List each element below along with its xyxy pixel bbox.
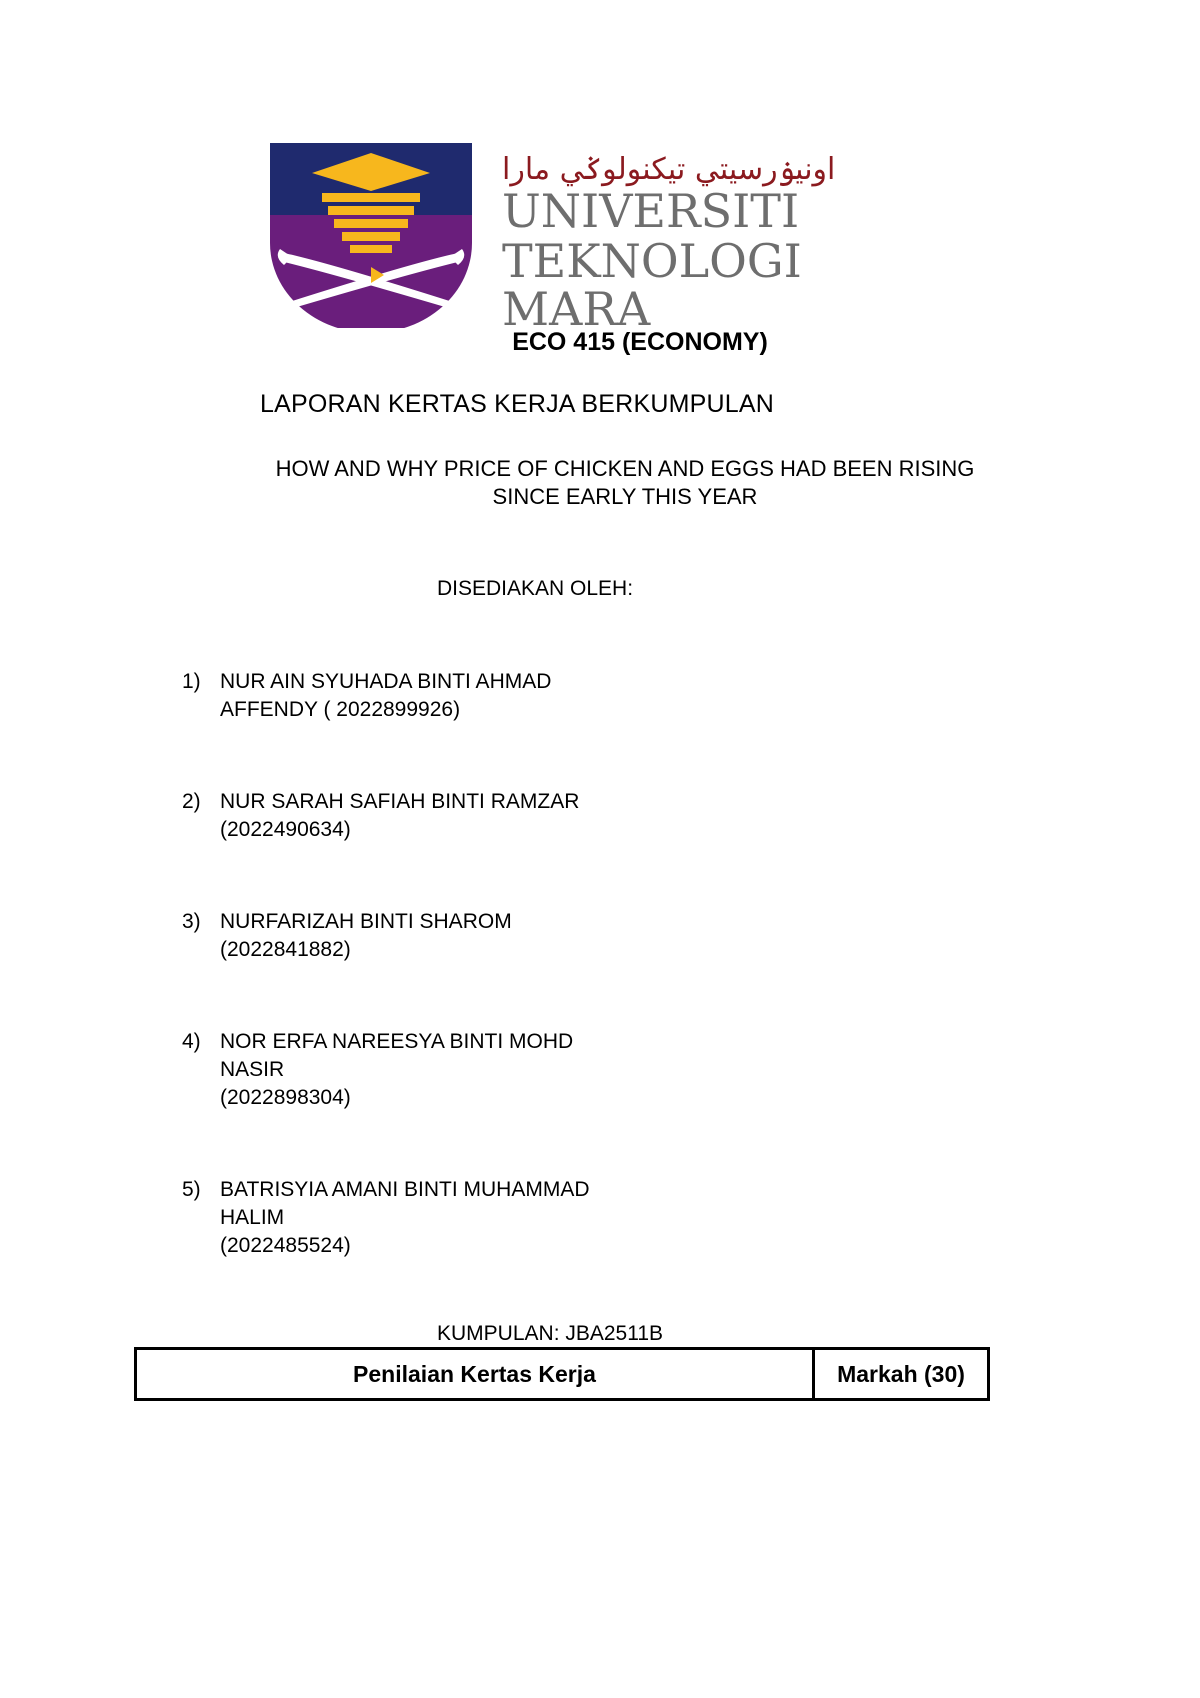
logo-wordmark-line1: UNIVERSITI xyxy=(502,184,800,238)
member-number: 2) xyxy=(182,790,201,813)
report-title: LAPORAN KERTAS KERJA BERKUMPULAN xyxy=(260,390,774,418)
logo-wordmark-line2: TEKNOLOGI xyxy=(502,234,802,288)
uitm-emblem xyxy=(270,143,472,328)
course-title: ECO 415 (ECONOMY) xyxy=(512,328,768,356)
member-name-line: NUR SARAH SAFIAH BINTI RAMZAR xyxy=(220,790,580,813)
university-logo xyxy=(270,143,880,328)
report-topic-line2: SINCE EARLY THIS YEAR xyxy=(492,484,758,509)
logo-wordmark-line3: MARA xyxy=(502,282,651,328)
member-id-line: (2022485524) xyxy=(220,1234,351,1257)
member-name-line: NURFARIZAH BINTI SHAROM xyxy=(220,910,512,933)
group-label: KUMPULAN: JBA2511B xyxy=(437,1322,664,1345)
logo-jawi-text: اونيۏرسيتي تيكنولوݢي مارا xyxy=(502,152,836,187)
member-name-line: NASIR xyxy=(220,1058,285,1081)
member-details xyxy=(220,908,720,964)
member-name-line: BATRISYIA AMANI BINTI MUHAMMAD xyxy=(220,1178,590,1201)
report-topic xyxy=(200,455,1050,511)
member-number: 3) xyxy=(182,910,201,933)
evaluation-header-cell: Penilaian Kertas Kerja xyxy=(136,1349,814,1400)
marks-header-cell: Markah (30) xyxy=(814,1349,989,1400)
member-name-line: HALIM xyxy=(220,1206,285,1229)
member-name-line: NOR ERFA NAREESYA BINTI MOHD xyxy=(220,1030,574,1053)
member-number: 1) xyxy=(182,670,201,693)
member-name-line: AFFENDY ( 2022899926) xyxy=(220,698,461,721)
evaluation-table xyxy=(134,1347,990,1401)
member-name-line: NUR AIN SYUHADA BINTI AHMAD xyxy=(220,670,552,693)
member-number: 5) xyxy=(182,1178,201,1201)
member-details xyxy=(220,788,720,844)
member-details xyxy=(220,1028,720,1112)
member-details xyxy=(220,668,720,724)
member-number: 4) xyxy=(182,1030,201,1053)
member-id-line: (2022490634) xyxy=(220,818,351,841)
prepared-by-label: DISEDIAKAN OLEH: xyxy=(437,577,634,600)
member-details xyxy=(220,1176,720,1260)
evaluation-table-row xyxy=(136,1349,989,1400)
member-id-line: (2022841882) xyxy=(220,938,351,961)
member-id-line: (2022898304) xyxy=(220,1086,351,1109)
report-topic-line1: HOW AND WHY PRICE OF CHICKEN AND EGGS HAD BEEN RISING xyxy=(275,456,975,481)
